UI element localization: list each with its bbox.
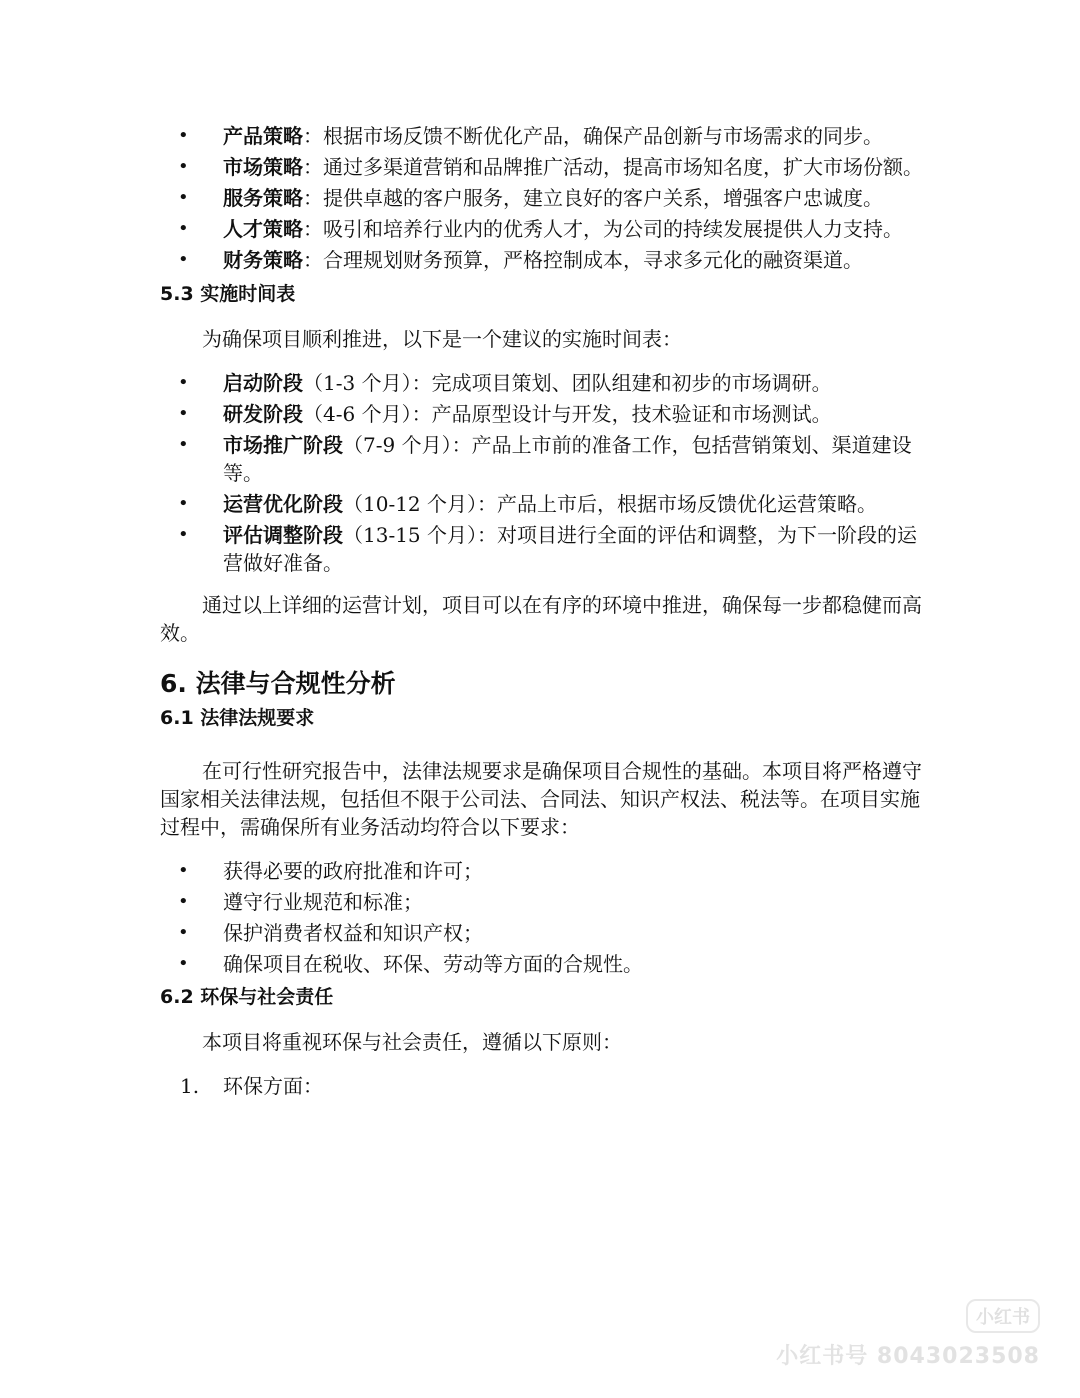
list-item-text: （1-3 个月）：完成项目策划、团队组建和初步的市场调研。 — [303, 371, 832, 395]
list-item-text: （13-15 个月）：对项目进行全面的评估和调整，为下一阶段的运营做好准备。 — [223, 523, 918, 575]
list-item-text: 遵守行业规范和标准； — [223, 890, 423, 914]
list-item-text: 保护消费者权益和知识产权； — [223, 921, 483, 945]
bullet-icon: • — [178, 403, 189, 424]
bullet-icon: • — [178, 125, 189, 146]
timeline-list — [160, 369, 926, 577]
list-item-term: 启动阶段 — [223, 371, 303, 395]
bullet-icon: • — [178, 524, 189, 545]
bullet-icon: • — [178, 953, 189, 974]
section-heading-6-1: 6.1 法律法规要求 — [160, 707, 315, 729]
list-item-text: （10-12 个月）：产品上市后，根据市场反馈优化运营策略。 — [343, 492, 878, 516]
environment-intro: 本项目将重视环保与社会责任，遵循以下原则： — [202, 1030, 622, 1054]
bullet-icon: • — [178, 218, 189, 239]
list-item — [160, 857, 926, 885]
list-item — [160, 521, 926, 577]
watermark — [776, 1299, 1040, 1370]
list-item-text: ：吸引和培养行业内的优秀人才，为公司的持续发展提供人力支持。 — [303, 217, 903, 241]
bullet-icon: • — [178, 922, 189, 943]
list-item-term: 运营优化阶段 — [223, 492, 343, 516]
bullet-icon: • — [178, 860, 189, 881]
list-item — [160, 888, 926, 916]
list-item — [160, 369, 926, 397]
list-item — [160, 1072, 926, 1100]
bullet-icon: • — [178, 249, 189, 270]
document-content — [160, 122, 926, 1103]
list-item-text: （7-9 个月）：产品上市前的准备工作，包括营销策划、渠道建设等。 — [223, 433, 912, 485]
list-item — [160, 215, 926, 243]
bullet-icon: • — [178, 891, 189, 912]
bullet-icon: • — [178, 434, 189, 455]
bullet-icon: • — [178, 372, 189, 393]
bullet-icon: • — [178, 156, 189, 177]
section-heading-6-2: 6.2 环保与社会责任 — [160, 986, 334, 1008]
list-item-text: ：根据市场反馈不断优化产品，确保产品创新与市场需求的同步。 — [303, 124, 883, 148]
list-item-text: 获得必要的政府批准和许可； — [223, 859, 483, 883]
list-item-text: （4-6 个月）：产品原型设计与开发，技术验证和市场测试。 — [303, 402, 832, 426]
environment-numbered-list — [160, 1072, 926, 1100]
list-item-term: 评估调整阶段 — [223, 523, 343, 547]
list-item-term: 研发阶段 — [223, 402, 303, 426]
list-item — [160, 400, 926, 428]
list-item-term: 市场策略 — [223, 155, 303, 179]
bullet-icon: • — [178, 187, 189, 208]
list-item — [160, 950, 926, 978]
list-item-term: 产品策略 — [223, 124, 303, 148]
list-item-text: ：合理规划财务预算，严格控制成本，寻求多元化的融资渠道。 — [303, 248, 863, 272]
list-item-text: ：通过多渠道营销和品牌推广活动，提高市场知名度，扩大市场份额。 — [303, 155, 923, 179]
legal-requirements-list — [160, 857, 926, 978]
section-heading-6: 6. 法律与合规性分析 — [160, 669, 396, 698]
list-item — [160, 431, 926, 487]
bullet-icon: • — [178, 493, 189, 514]
timeline-intro: 为确保项目顺利推进，以下是一个建议的实施时间表： — [202, 327, 682, 351]
list-item-term: 人才策略 — [223, 217, 303, 241]
list-item — [160, 919, 926, 947]
list-item — [160, 184, 926, 212]
list-item-text: 环保方面： — [223, 1074, 323, 1098]
list-item — [160, 490, 926, 518]
section-heading-5-3: 5.3 实施时间表 — [160, 283, 296, 305]
list-item-number: 1. — [180, 1074, 200, 1098]
watermark-logo: 小红书 — [966, 1299, 1040, 1333]
list-item-text: 确保项目在税收、环保、劳动等方面的合规性。 — [223, 952, 643, 976]
list-item-term: 财务策略 — [223, 248, 303, 272]
watermark-id: 小红书号 8043023508 — [776, 1344, 1040, 1369]
list-item-term: 服务策略 — [223, 186, 303, 210]
list-item — [160, 122, 926, 150]
list-item-text: ：提供卓越的客户服务，建立良好的客户关系，增强客户忠诚度。 — [303, 186, 883, 210]
list-item — [160, 246, 926, 274]
list-item-term: 市场推广阶段 — [223, 433, 343, 457]
timeline-closing: 通过以上详细的运营计划，项目可以在有序的环境中推进，确保每一步都稳健而高效。 — [160, 593, 922, 645]
list-item — [160, 153, 926, 181]
strategy-list — [160, 122, 926, 274]
legal-intro: 在可行性研究报告中，法律法规要求是确保项目合规性的基础。本项目将严格遵守国家相关法律法规，包括但不限于公司法、合同法、知识产权法、税法等。在项目实施过程中，需确保所有业务活动均符合以下要求： — [160, 759, 922, 839]
